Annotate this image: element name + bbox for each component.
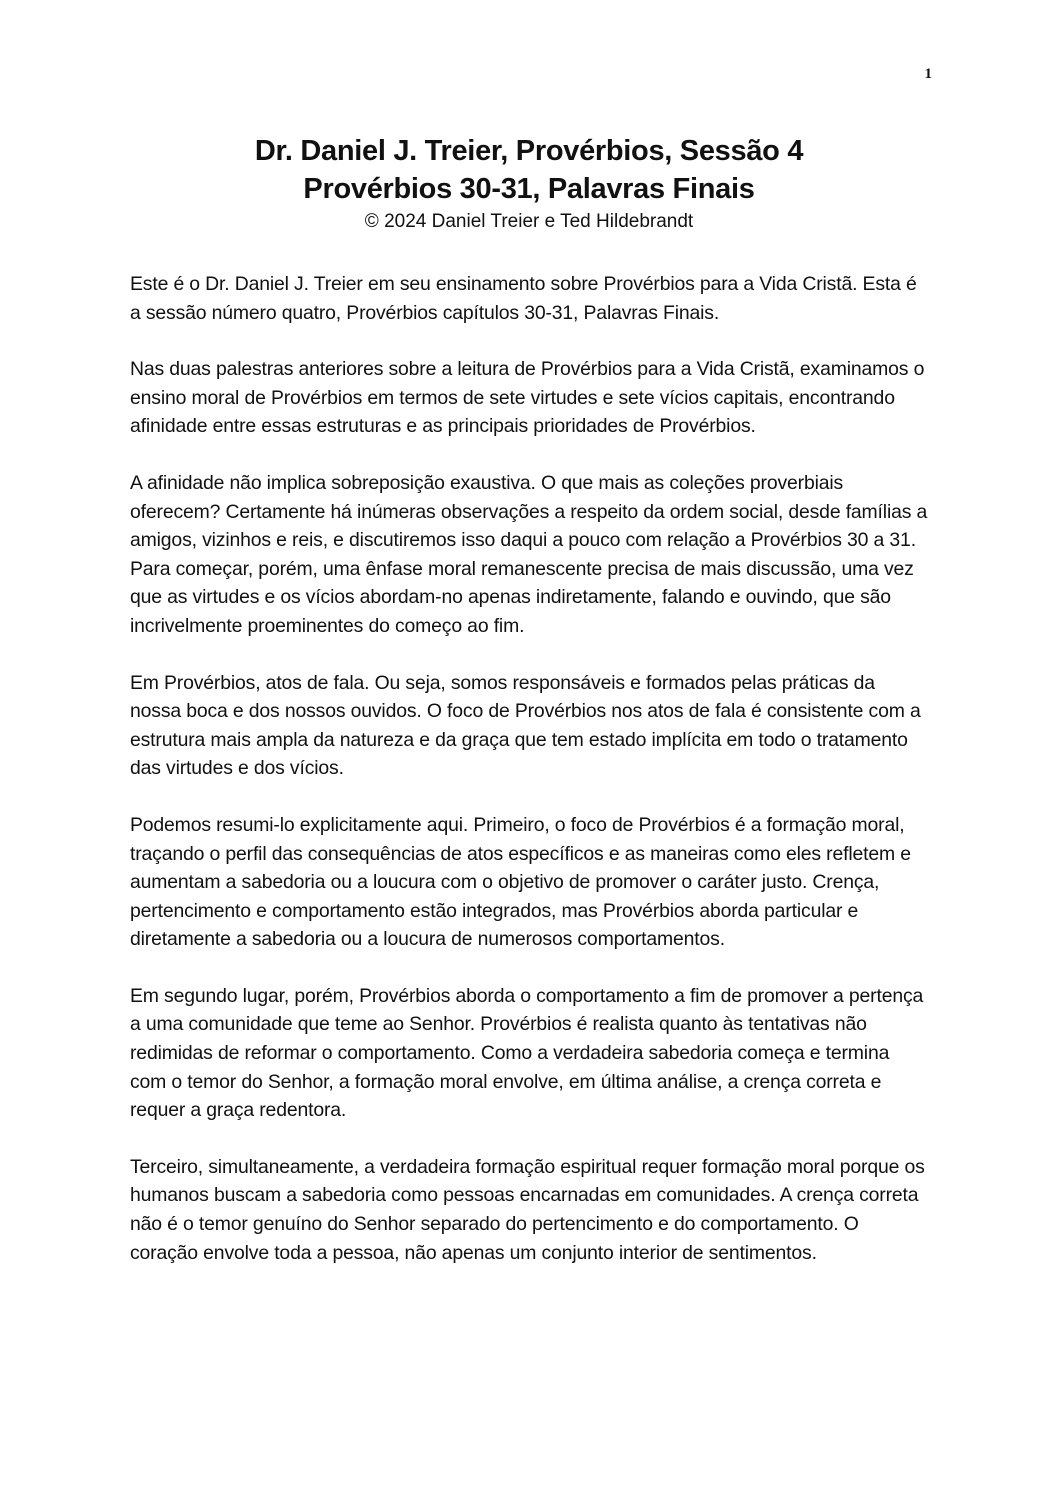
document-body — [130, 270, 930, 1295]
document-header — [0, 132, 1058, 235]
paragraph: Terceiro, simultaneamente, a verdadeira formação espiritual requer formação moral porque os humanos buscam a sabedoria como pessoas encarnadas em comunidades. A crença correta não é o temor genuíno do Senhor separado do pertencimento e do comportamento. O coração envolve toda a pessoa, não apenas um conjunto interior de sentimentos. — [130, 1155, 925, 1264]
page-number: 1 — [924, 66, 932, 82]
paragraph: A afinidade não implica sobreposição exaustiva. O que mais as coleções proverbiais oferecem? Certamente há inúmeras observações a respeito da ordem social, desde famílias a amigos, vizinhos e reis, e discutiremos isso daqui a pouco com relação a Provérbios 30 a 31. Para começar, porém, uma ênfase moral remanescente precisa de mais discussão, uma vez que as virtudes e os vícios abordam-no apenas indiretamente, falando e ouvindo, que são incrivelmente proeminentes do começo ao fim. — [130, 471, 928, 637]
paragraph: Em segundo lugar, porém, Provérbios aborda o comportamento a fim de promover a pertença a uma comunidade que teme ao Senhor. Provérbios é realista quanto às tentativas não redimidas de reformar o comportamento. Como a verdadeira sabedoria começa e termina com o temor do Senhor, a formação moral envolve, em última análise, a crença correta e requer a graça redentora. — [130, 984, 924, 1122]
paragraph: Em Provérbios, atos de fala. Ou seja, somos responsáveis e formados pelas práticas da nossa boca e dos nossos ouvidos. O foco de Provérbios nos atos de fala é consistente com a estrutura mais ampla da natureza e da graça que tem estado implícita em todo o tratamento das virtudes e dos vícios. — [130, 671, 921, 780]
document-title: Dr. Daniel J. Treier, Provérbios, Sessão 4 — [254, 135, 804, 167]
paragraph: Este é o Dr. Daniel J. Treier em seu ensinamento sobre Provérbios para a Vida Cristã. Esta é a sessão número quatro, Provérbios capítulos 30-31, Palavras Finais. — [130, 273, 917, 324]
copyright-notice: © 2024 Daniel Treier e Ted Hildebrandt — [364, 211, 694, 232]
paragraph: Podemos resumi-lo explicitamente aqui. Primeiro, o foco de Provérbios é a formação moral, traçando o perfil das consequências de atos específicos e as maneiras como eles refletem e aumentam a sabedoria ou a loucura com o objetivo de promover o caráter justo. Crença, pertencimento e comportamento estão integrados, mas Provérbios aborda particular e diretamente a sabedoria ou a loucura de numerosos comportamentos. — [130, 813, 911, 951]
document-subtitle: Provérbios 30-31, Palavras Finais — [303, 173, 755, 205]
paragraph: Nas duas palestras anteriores sobre a leitura de Provérbios para a Vida Cristã, examinamos o ensino moral de Provérbios em termos de sete virtudes e sete vícios capitais, encontrando afinidade entre essas estruturas e as principais prioridades de Provérbios. — [130, 358, 925, 438]
